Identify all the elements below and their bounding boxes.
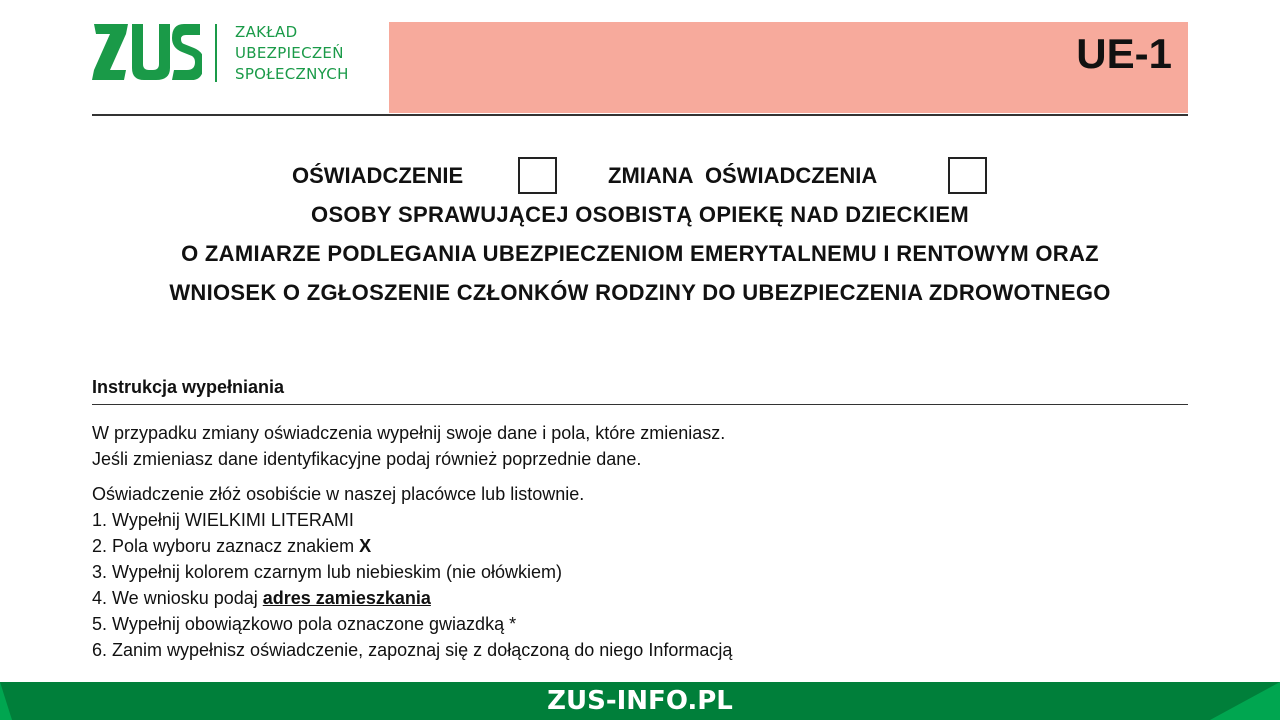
declaration-checkbox[interactable] [518, 157, 557, 194]
option-change-label: ZMIANA OŚWIADCZENIA [608, 163, 878, 188]
form-code-banner [389, 22, 1188, 113]
instruction-item: 1. Wypełnij WIELKIMI LITERAMI [92, 510, 354, 530]
instruction-text: W przypadku zmiany oświadczenia wypełnij swoje dane i pola, które zmieniasz. [92, 423, 726, 443]
org-line: ZAKŁAD [235, 23, 298, 41]
org-name [235, 22, 349, 85]
instruction-text: Oświadczenie złóż osobiście w naszej placówce lub listownie. [92, 484, 585, 504]
instruction-text: Jeśli zmieniasz dane identyfikacyjne podaj również poprzednie dane. [92, 449, 642, 469]
item-text: 2. Pola wyboru zaznacz znakiem [92, 536, 360, 556]
org-line: SPOŁECZNYCH [235, 65, 349, 83]
instruction-item: 3. Wypełnij kolorem czarnym lub niebieskim (nie ołówkiem) [92, 562, 562, 582]
instruction-item: 5. Wypełnij obowiązkowo pola oznaczone gwiazdką * [92, 614, 517, 634]
instruction-item [92, 588, 431, 609]
item-emphasis: X [359, 536, 372, 556]
option-declaration-label: OŚWIADCZENIE [292, 163, 464, 188]
zus-logo [92, 22, 202, 84]
footer-banner [0, 682, 1280, 720]
title-line: WNIOSEK O ZGŁOSZENIE CZŁONKÓW RODZINY DO UBEZPIECZENIA ZDROWOTNEGO [169, 280, 1111, 305]
title-line: OSOBY SPRAWUJĄCEJ OSOBISTĄ OPIEKĘ NAD DZIECKIEM [311, 202, 969, 227]
header-divider [92, 114, 1188, 116]
org-line: UBEZPIECZEŃ [235, 44, 344, 62]
instructions-divider [92, 404, 1188, 405]
footer-site: ZUS-INFO.PL [547, 686, 733, 716]
title-line: O ZAMIARZE PODLEGANIA UBEZPIECZENIOM EMERYTALNEMU I RENTOWYM ORAZ [181, 241, 1099, 266]
form-code: UE-1 [1076, 30, 1172, 77]
item-text: 4. We wniosku podaj [92, 588, 263, 608]
change-declaration-checkbox[interactable] [948, 157, 987, 194]
logo-separator [215, 24, 217, 82]
instruction-item: 6. Zanim wypełnisz oświadczenie, zapoznaj się z dołączoną do niego Informacją [92, 640, 733, 660]
instruction-item [92, 536, 371, 557]
instructions-heading: Instrukcja wypełniania [92, 377, 285, 397]
item-emphasis: adres zamieszkania [262, 588, 431, 608]
